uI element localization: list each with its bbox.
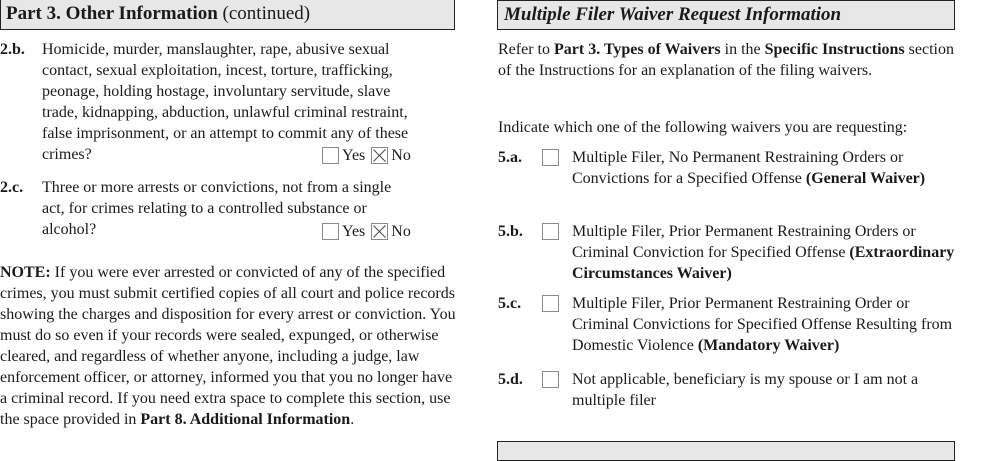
question-2b-answers	[322, 145, 417, 165]
note-end: .	[350, 411, 355, 428]
option-5b-number: 5.b.	[498, 223, 523, 240]
question-2c-yes-checkbox[interactable]	[322, 223, 339, 240]
question-2c-answers	[322, 221, 417, 241]
option-5d-text	[572, 369, 962, 411]
question-2c-number: 2.c.	[0, 179, 24, 196]
option-5d-number: 5.d.	[498, 371, 523, 388]
question-2b-no-checkbox[interactable]	[371, 147, 388, 164]
refer-paragraph	[498, 39, 958, 81]
question-2b-yes-checkbox[interactable]	[322, 147, 339, 164]
option-5b-checkbox[interactable]	[542, 223, 559, 240]
refer-pre: Refer to	[498, 41, 554, 58]
waiver-title: Multiple Filer Waiver Request Information	[504, 4, 842, 25]
note-label: NOTE:	[0, 264, 51, 281]
note-part8-reference: Part 8. Additional Information	[140, 411, 351, 428]
question-2b-text: Homicide, murder, manslaughter, rape, abusive sexual contact, sexual exploitation, incest, torture, trafficking, peonage, holding hostage, involuntary servitude, slave trade, kidnapping, abduction, unlawful criminal restraint, false imprisonment, or an attempt to commit any of these crimes?	[42, 41, 409, 163]
option-5c-number: 5.c.	[498, 295, 522, 312]
question-2b-yes-label: Yes	[342, 146, 366, 164]
option-5b-waiver-type: (Extraordinary Circumstances Waiver)	[572, 244, 955, 282]
option-5a-number: 5.a.	[498, 149, 522, 166]
option-5c-waiver-type: (Mandatory Waiver)	[697, 337, 840, 354]
waiver-header	[497, 0, 955, 30]
question-2c-yes-label: Yes	[342, 222, 366, 240]
refer-specific-instructions: Specific Instructions	[764, 41, 905, 58]
option-5c-text	[572, 293, 962, 356]
next-section-header	[497, 441, 955, 461]
option-5d-label: Not applicable, beneficiary is my spouse or I am not a multiple filer	[572, 371, 919, 409]
question-2c-text: Three or more arrests or convictions, not from a single act, for crimes relating to a controlled substance or alcohol?	[42, 179, 392, 238]
option-5a-checkbox[interactable]	[542, 149, 559, 166]
refer-types-of-waivers: Part 3. Types of Waivers	[553, 41, 721, 58]
question-2c-no-label: No	[391, 222, 411, 240]
option-5c-checkbox[interactable]	[542, 295, 559, 312]
part3-header	[0, 0, 455, 30]
note-paragraph	[0, 262, 456, 430]
question-2b	[0, 39, 455, 169]
option-5b-text	[572, 221, 962, 284]
question-2c	[0, 177, 455, 247]
option-5d-checkbox[interactable]	[542, 371, 559, 388]
option-5a-waiver-type: (General Waiver)	[805, 170, 926, 187]
indicate-instruction: Indicate which one of the following waivers you are requesting:	[498, 119, 908, 136]
part3-header-text	[6, 3, 310, 25]
question-2c-no-checkbox[interactable]	[371, 223, 388, 240]
refer-mid: in the	[720, 41, 765, 58]
question-2b-number: 2.b.	[0, 41, 25, 58]
note-text: If you were ever arrested or convicted of any of the specified crimes, you must submit certified copies of all court and police records showing the charges and disposition for every arrest or conviction. You must do so even if your records were sealed, expunged, or otherwise cleared, and regardless of whether anyone, including a judge, law enforcement officer, or attorney, informed you that you no longer have a criminal record. If you need extra space to complete this section, use the space provided in	[0, 264, 456, 428]
option-5c-label: Multiple Filer, Prior Permanent Restraining Order or Criminal Convictions for Specified Offense Resulting from Domestic Violence	[572, 295, 953, 354]
question-2b-no-label: No	[391, 146, 411, 164]
option-5d	[498, 369, 958, 413]
option-5b-label: Multiple Filer, Prior Permanent Restraining Orders or Criminal Conviction for Specified Offense	[572, 223, 916, 261]
option-5a	[498, 147, 958, 211]
option-5c	[498, 293, 958, 357]
part3-continued: (continued)	[222, 3, 311, 24]
option-5b	[498, 221, 958, 285]
option-5a-text	[572, 147, 962, 189]
refer-post: section of the Instructions for an explanation of the filing waivers.	[498, 41, 954, 79]
option-5a-label: Multiple Filer, No Permanent Restraining Orders or Convictions for a Specified Offense	[572, 149, 904, 187]
part3-title: Part 3. Other Information	[6, 3, 218, 24]
